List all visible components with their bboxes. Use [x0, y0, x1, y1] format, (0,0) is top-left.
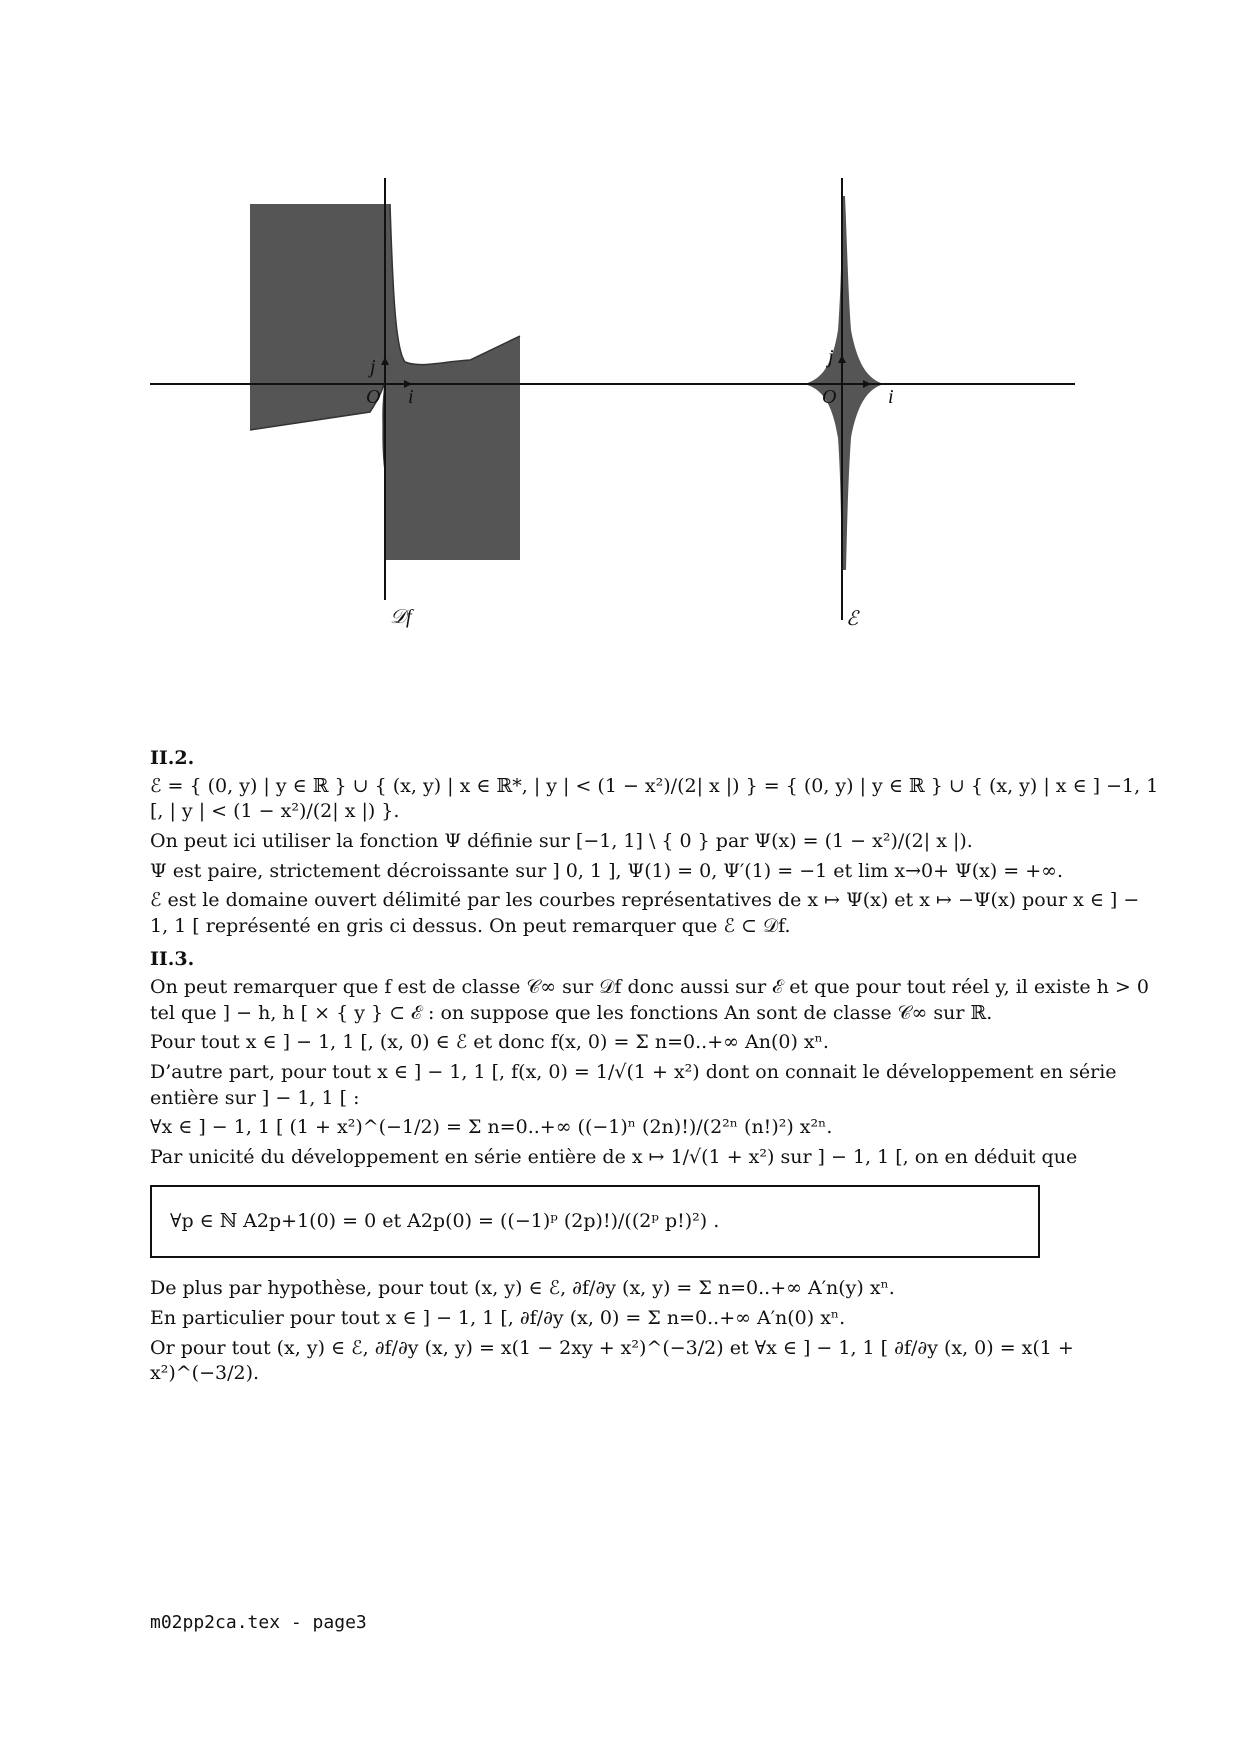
- paragraph: Par unicité du développement en série entière de x ↦ 1/√(1 + x²) sur ] − 1, 1 [, on en déduit que: [150, 1145, 1078, 1168]
- page-footer: m02pp2ca.tex - page3: [150, 1612, 367, 1633]
- paragraph: De plus par hypothèse, pour tout (x, y) ∈ ℰ, ∂f/∂y (x, y) = Σ n=0..+∞ A′n(y) xⁿ.: [150, 1277, 895, 1300]
- df-region-right: [382, 204, 520, 560]
- graph-df: [150, 178, 620, 600]
- paragraph: On peut ici utiliser la fonction Ψ définie sur [−1, 1] \ { 0 } par Ψ(x) = (1 − x²)/(2| x |).: [150, 829, 973, 852]
- e-i-label: i⃗: [888, 386, 910, 408]
- boxed-result: ∀p ∈ ℕ A2p+1(0) = 0 et A2p(0) = ((−1)ᵖ (2p)!)/((2ᵖ p!)²) .: [150, 1185, 1040, 1259]
- paragraph: Ψ est paire, strictement décroissante sur ] 0, 1 ], Ψ(1) = 0, Ψ′(1) = −1 et lim x→0+ Ψ(x) = +∞.: [150, 859, 1064, 882]
- document-body: [150, 738, 1160, 1391]
- df-curve-top: [390, 204, 520, 365]
- paragraph: ℰ est le domaine ouvert délimité par les courbes représentatives de x ↦ Ψ(x) et x ↦ −Ψ(x) pour x ∈ ] − 1, 1 [ représenté en gris ci dessus. On peut remarquer que ℰ ⊂ 𝒟f.: [150, 889, 1140, 937]
- e-j-label: j⃗: [828, 346, 850, 368]
- df-region-left: [250, 204, 385, 430]
- e-domain-label: ℰ: [846, 608, 859, 630]
- df-j-label: j⃗: [370, 356, 392, 378]
- graph-e: [620, 178, 1075, 620]
- figure-domains: [0, 0, 1240, 680]
- section-heading: II.2.: [150, 747, 195, 769]
- df-i-label: i⃗: [408, 386, 430, 408]
- df-origin-label: O: [366, 386, 381, 408]
- df-domain-label: 𝒟f: [390, 606, 412, 628]
- paragraph: En particulier pour tout x ∈ ] − 1, 1 [, ∂f/∂y (x, 0) = Σ n=0..+∞ A′n(0) xⁿ.: [150, 1306, 846, 1329]
- paragraph: Pour tout x ∈ ] − 1, 1 [, (x, 0) ∈ ℰ et donc f(x, 0) = Σ n=0..+∞ An(0) xⁿ.: [150, 1031, 829, 1054]
- section-heading: II.3.: [150, 948, 195, 971]
- paragraph: D’autre part, pour tout x ∈ ] − 1, 1 [, f(x, 0) = 1/√(1 + x²) dont on connait le développement en série entière sur ] − 1, 1 [ :: [150, 1061, 1117, 1109]
- paragraph: Or pour tout (x, y) ∈ ℰ, ∂f/∂y (x, y) = x(1 − 2xy + x²)^(−3/2) et ∀x ∈ ] − 1, 1 [ ∂f/∂y (x, 0) = x(1 + x²)^(−3/2).: [150, 1336, 1074, 1385]
- paragraph: On peut remarquer que f est de classe 𝒞∞ sur 𝒟f donc aussi sur ℰ et que pour tout réel y, il existe h > 0 tel que ] − h, h [ × { y } ⊂ ℰ : on suppose que les fonctions An sont de classe 𝒞∞ sur ℝ.: [150, 976, 1149, 1024]
- paragraph: ℰ = { (0, y) | y ∈ ℝ } ∪ { (x, y) | x ∈ ℝ*, | y | < (1 − x²)/(2| x |) } = { (0, y) | y ∈ ℝ } ∪ { (x, y) | x ∈ ] −1, 1 [, | y | < (1 − x²)/(2| x |) }.: [150, 774, 1159, 823]
- paragraph: ∀x ∈ ] − 1, 1 [ (1 + x²)^(−1/2) = Σ n=0..+∞ ((−1)ⁿ (2n)!)/(2²ⁿ (n!)²) x²ⁿ.: [150, 1116, 833, 1139]
- e-origin-label: O: [822, 386, 837, 408]
